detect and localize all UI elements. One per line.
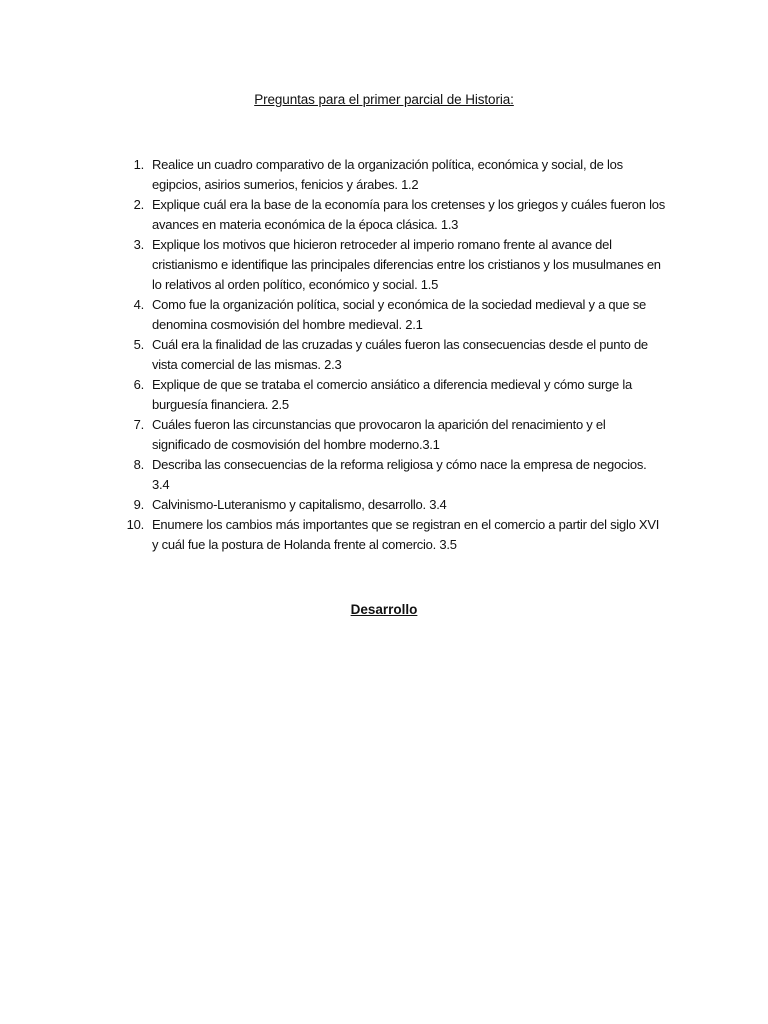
question-text: Como fue la organización política, social y económica de la sociedad medieval y a que se denomina cosmovisión del hombre medieval. 2.1	[152, 297, 646, 332]
section-heading-desarrollo: Desarrollo	[350, 602, 418, 617]
question-text: Explique cuál era la base de la economía para los cretenses y los griegos y cuáles fueron los avances en materia económica de la época clásica. 1.3	[152, 197, 665, 232]
question-number: 9.	[133, 497, 144, 512]
question-item	[126, 515, 666, 555]
question-number: 3.	[133, 237, 144, 252]
question-number: 4.	[133, 297, 144, 312]
question-list	[126, 155, 666, 555]
question-number: 2.	[133, 197, 144, 212]
question-text: Enumere los cambios más importantes que se registran en el comercio a partir del siglo XVI y cuál fue la postura de Holanda frente al comercio. 3.5	[152, 517, 660, 552]
question-number: 5.	[133, 337, 144, 352]
question-item	[126, 155, 666, 195]
question-number: 10.	[126, 517, 144, 532]
question-number: 6.	[133, 377, 144, 392]
question-text: Explique los motivos que hicieron retroceder al imperio romano frente al avance del cristianismo e identifique las principales diferencias entre los cristianos y los musulmanes en lo relativos al orden político, económico y social. 1.5	[152, 237, 661, 292]
document-title: Preguntas para el primer parcial de Historia:	[254, 92, 514, 107]
question-item	[126, 495, 666, 515]
question-item	[126, 375, 666, 415]
question-item	[126, 455, 666, 495]
question-item	[126, 235, 666, 295]
question-item	[126, 295, 666, 335]
question-item	[126, 415, 666, 455]
question-text: Realice un cuadro comparativo de la organización política, económica y social, de los egipcios, asirios sumerios, fenicios y árabes. 1.2	[152, 157, 623, 192]
question-number: 7.	[133, 417, 144, 432]
question-item	[126, 195, 666, 235]
question-number: 8.	[133, 457, 144, 472]
question-text: Calvinismo-Luteranismo y capitalismo, desarrollo. 3.4	[152, 497, 447, 512]
question-number: 1.	[133, 157, 144, 172]
question-text: Cuál era la finalidad de las cruzadas y cuáles fueron las consecuencias desde el punto de vista comercial de las mismas. 2.3	[152, 337, 648, 372]
question-text: Explique de que se trataba el comercio ansiático a diferencia medieval y cómo surge la burguesía financiera. 2.5	[152, 377, 632, 412]
question-text: Describa las consecuencias de la reforma religiosa y cómo nace la empresa de negocios. 3.4	[152, 457, 647, 492]
question-text: Cuáles fueron las circunstancias que provocaron la aparición del renacimiento y el significado de cosmovisión del hombre moderno.3.1	[152, 417, 606, 452]
question-item	[126, 335, 666, 375]
